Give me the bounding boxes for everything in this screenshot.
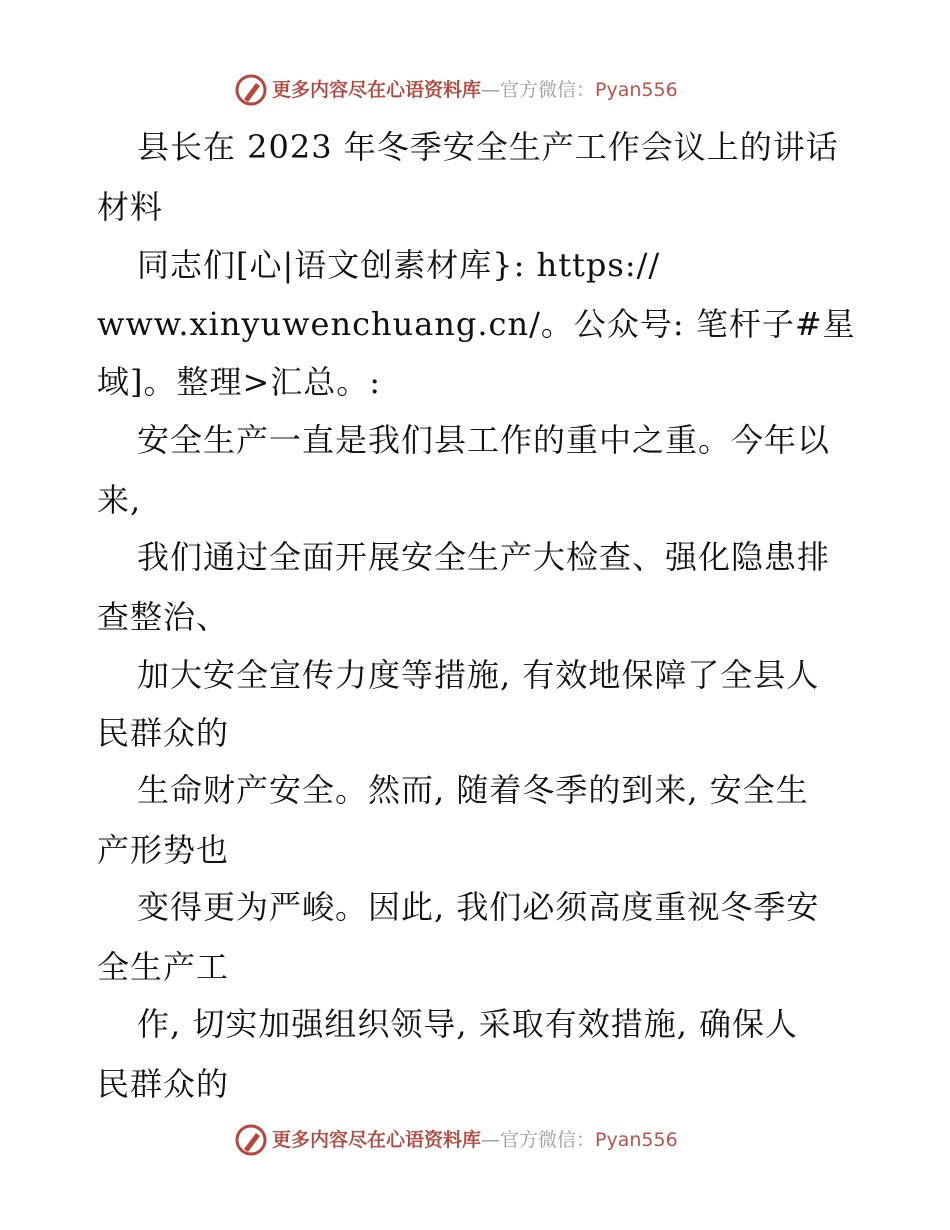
paragraph-line: 来,	[97, 481, 142, 519]
header-banner-text	[272, 78, 678, 102]
title-line-1: 县长在 2023 年冬季安全生产工作会议上的讲话	[137, 128, 839, 166]
header-site-name: 更多内容尽在心语资料库	[272, 79, 482, 101]
paragraph-line: 民群众的	[97, 1065, 230, 1103]
footer-official-text: —官方微信：	[481, 1129, 596, 1151]
title-line-2: 材料	[97, 188, 164, 226]
pen-logo-icon	[234, 73, 268, 107]
header-banner	[0, 70, 950, 110]
paragraph-line: 加大安全宣传力度等措施, 有效地保障了全县人	[137, 656, 820, 694]
paragraph-line: 全生产工	[97, 948, 230, 986]
header-official-text: —官方微信：	[481, 79, 596, 101]
footer-wechat-id: Pyan556	[595, 1129, 678, 1151]
paragraph-line: 生命财产安全。然而, 随着冬季的到来, 安全生	[137, 771, 809, 809]
paragraph-line: 域]。整理>汇总。:	[97, 363, 382, 401]
paragraph-line: 作, 切实加强组织领导, 采取有效措施, 确保人	[137, 1005, 799, 1043]
paragraph-line: 查整治、	[97, 598, 230, 636]
paragraph-line: 同志们[心|语文创素材库}: https://	[137, 246, 661, 284]
footer-site-name: 更多内容尽在心语资料库	[272, 1129, 482, 1151]
footer-banner-text	[272, 1128, 678, 1152]
paragraph-line: 安全生产一直是我们县工作的重中之重。今年以	[137, 421, 831, 459]
paragraph-line: 变得更为严峻。因此, 我们必须高度重视冬季安	[137, 888, 820, 926]
paragraph-line: 产形势也	[97, 831, 230, 869]
paragraph-line: 民群众的	[97, 714, 230, 752]
paragraph-line: 我们通过全面开展安全生产大检查、强化隐患排	[137, 538, 831, 576]
header-wechat-id: Pyan556	[595, 79, 678, 101]
footer-banner	[0, 1120, 950, 1160]
paragraph-line: www.xinyuwenchuang.cn/。公众号: 笔杆子#星	[97, 305, 856, 343]
pen-logo-icon	[234, 1123, 268, 1157]
